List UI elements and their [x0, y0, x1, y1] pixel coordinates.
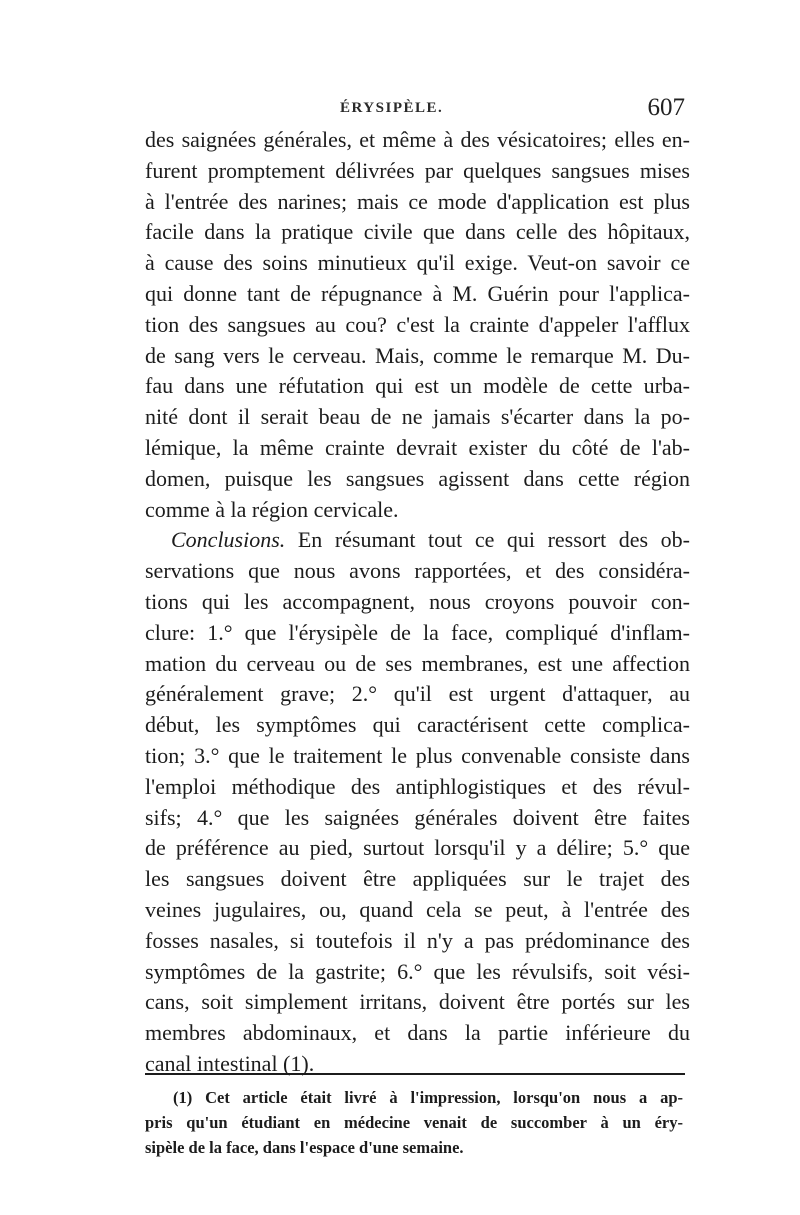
- running-title: ÉRYSIPÈLE.: [340, 100, 444, 116]
- page-number: 607: [647, 94, 685, 121]
- text-line: qui donne tant de répugnance à M. Guérin pour l'applica-: [145, 280, 690, 306]
- text-line: fosses nasales, si toutefois il n'y a pas prédominance des: [145, 927, 690, 953]
- text-line: de sang vers le cerveau. Mais, comme le remarque M. Du-: [145, 342, 690, 368]
- text-line: servations que nous avons rapportées, et des considéra-: [145, 558, 690, 584]
- text-line: membres abdominaux, et dans la partie inférieure du: [145, 1020, 690, 1046]
- text-line: tions qui les accompagnent, nous croyons pouvoir con-: [145, 588, 690, 614]
- text-line: de préférence au pied, surtout lorsqu'il y a délire; 5.° que: [145, 835, 690, 861]
- text-line: canal intestinal (1).: [145, 1050, 315, 1076]
- text-line: fau dans une réfutation qui est un modèle de cette urba-: [145, 373, 690, 399]
- footnote-line: pris qu'un étudiant en médecine venait de succomber à un éry-: [145, 1113, 683, 1132]
- text-line: nité dont il serait beau de ne jamais s'écarter dans la po-: [145, 404, 690, 430]
- text-line: cans, soit simplement irritans, doivent être portés sur les: [145, 989, 690, 1015]
- conclusions-first-line-text: En résumant tout ce qui ressort des ob-: [285, 527, 690, 553]
- text-line: comme à la région cervicale.: [145, 496, 399, 522]
- text-line: symptômes de la gastrite; 6.° que les révulsifs, soit vési-: [145, 958, 690, 984]
- text-line: les sangsues doivent être appliquées sur le trajet des: [145, 866, 690, 892]
- conclusions-heading: Conclusions.: [171, 527, 286, 553]
- footnote-line: (1) Cet article était livré à l'impression, lorsqu'on nous a ap-: [173, 1088, 683, 1107]
- footnote-line: sipèle de la face, dans l'espace d'une semaine.: [145, 1138, 464, 1157]
- text-line: généralement grave; 2.° qu'il est urgent d'attaquer, au: [145, 681, 690, 707]
- conclusions-first-line: [145, 525, 690, 556]
- running-head: [145, 94, 685, 128]
- text-line: furent promptement délivrées par quelques sangsues mises: [145, 157, 690, 183]
- text-line: à l'entrée des narines; mais ce mode d'application est plus: [145, 188, 690, 214]
- text-line: lémique, la même crainte devrait exister du côté de l'ab-: [145, 434, 690, 460]
- body-text: [145, 125, 690, 1080]
- text-line: l'emploi méthodique des antiphlogistiques et des révul-: [145, 773, 690, 799]
- text-line: veines jugulaires, ou, quand cela se peut, à l'entrée des: [145, 896, 690, 922]
- text-line: tion; 3.° que le traitement le plus convenable consiste dans: [145, 742, 690, 768]
- text-line: domen, puisque les sangsues agissent dans cette région: [145, 465, 690, 491]
- text-line: à cause des soins minutieux qu'il exige. Veut-on savoir ce: [145, 250, 690, 276]
- text-line: sifs; 4.° que les saignées générales doivent être faites: [145, 804, 690, 830]
- footnote-rule: [145, 1073, 685, 1075]
- text-line: début, les symptômes qui caractérisent cette complica-: [145, 712, 690, 738]
- text-line: facile dans la pratique civile que dans celle des hôpitaux,: [145, 219, 690, 245]
- text-line: tion des sangsues au cou? c'est la crainte d'appeler l'afflux: [145, 311, 690, 337]
- text-line: des saignées générales, et même à des vésicatoires; elles en-: [145, 127, 690, 152]
- text-line: mation du cerveau ou de ses membranes, est une affection: [145, 650, 690, 676]
- text-line: clure: 1.° que l'érysipèle de la face, compliqué d'inflam-: [145, 619, 690, 645]
- footnote: [145, 1085, 683, 1160]
